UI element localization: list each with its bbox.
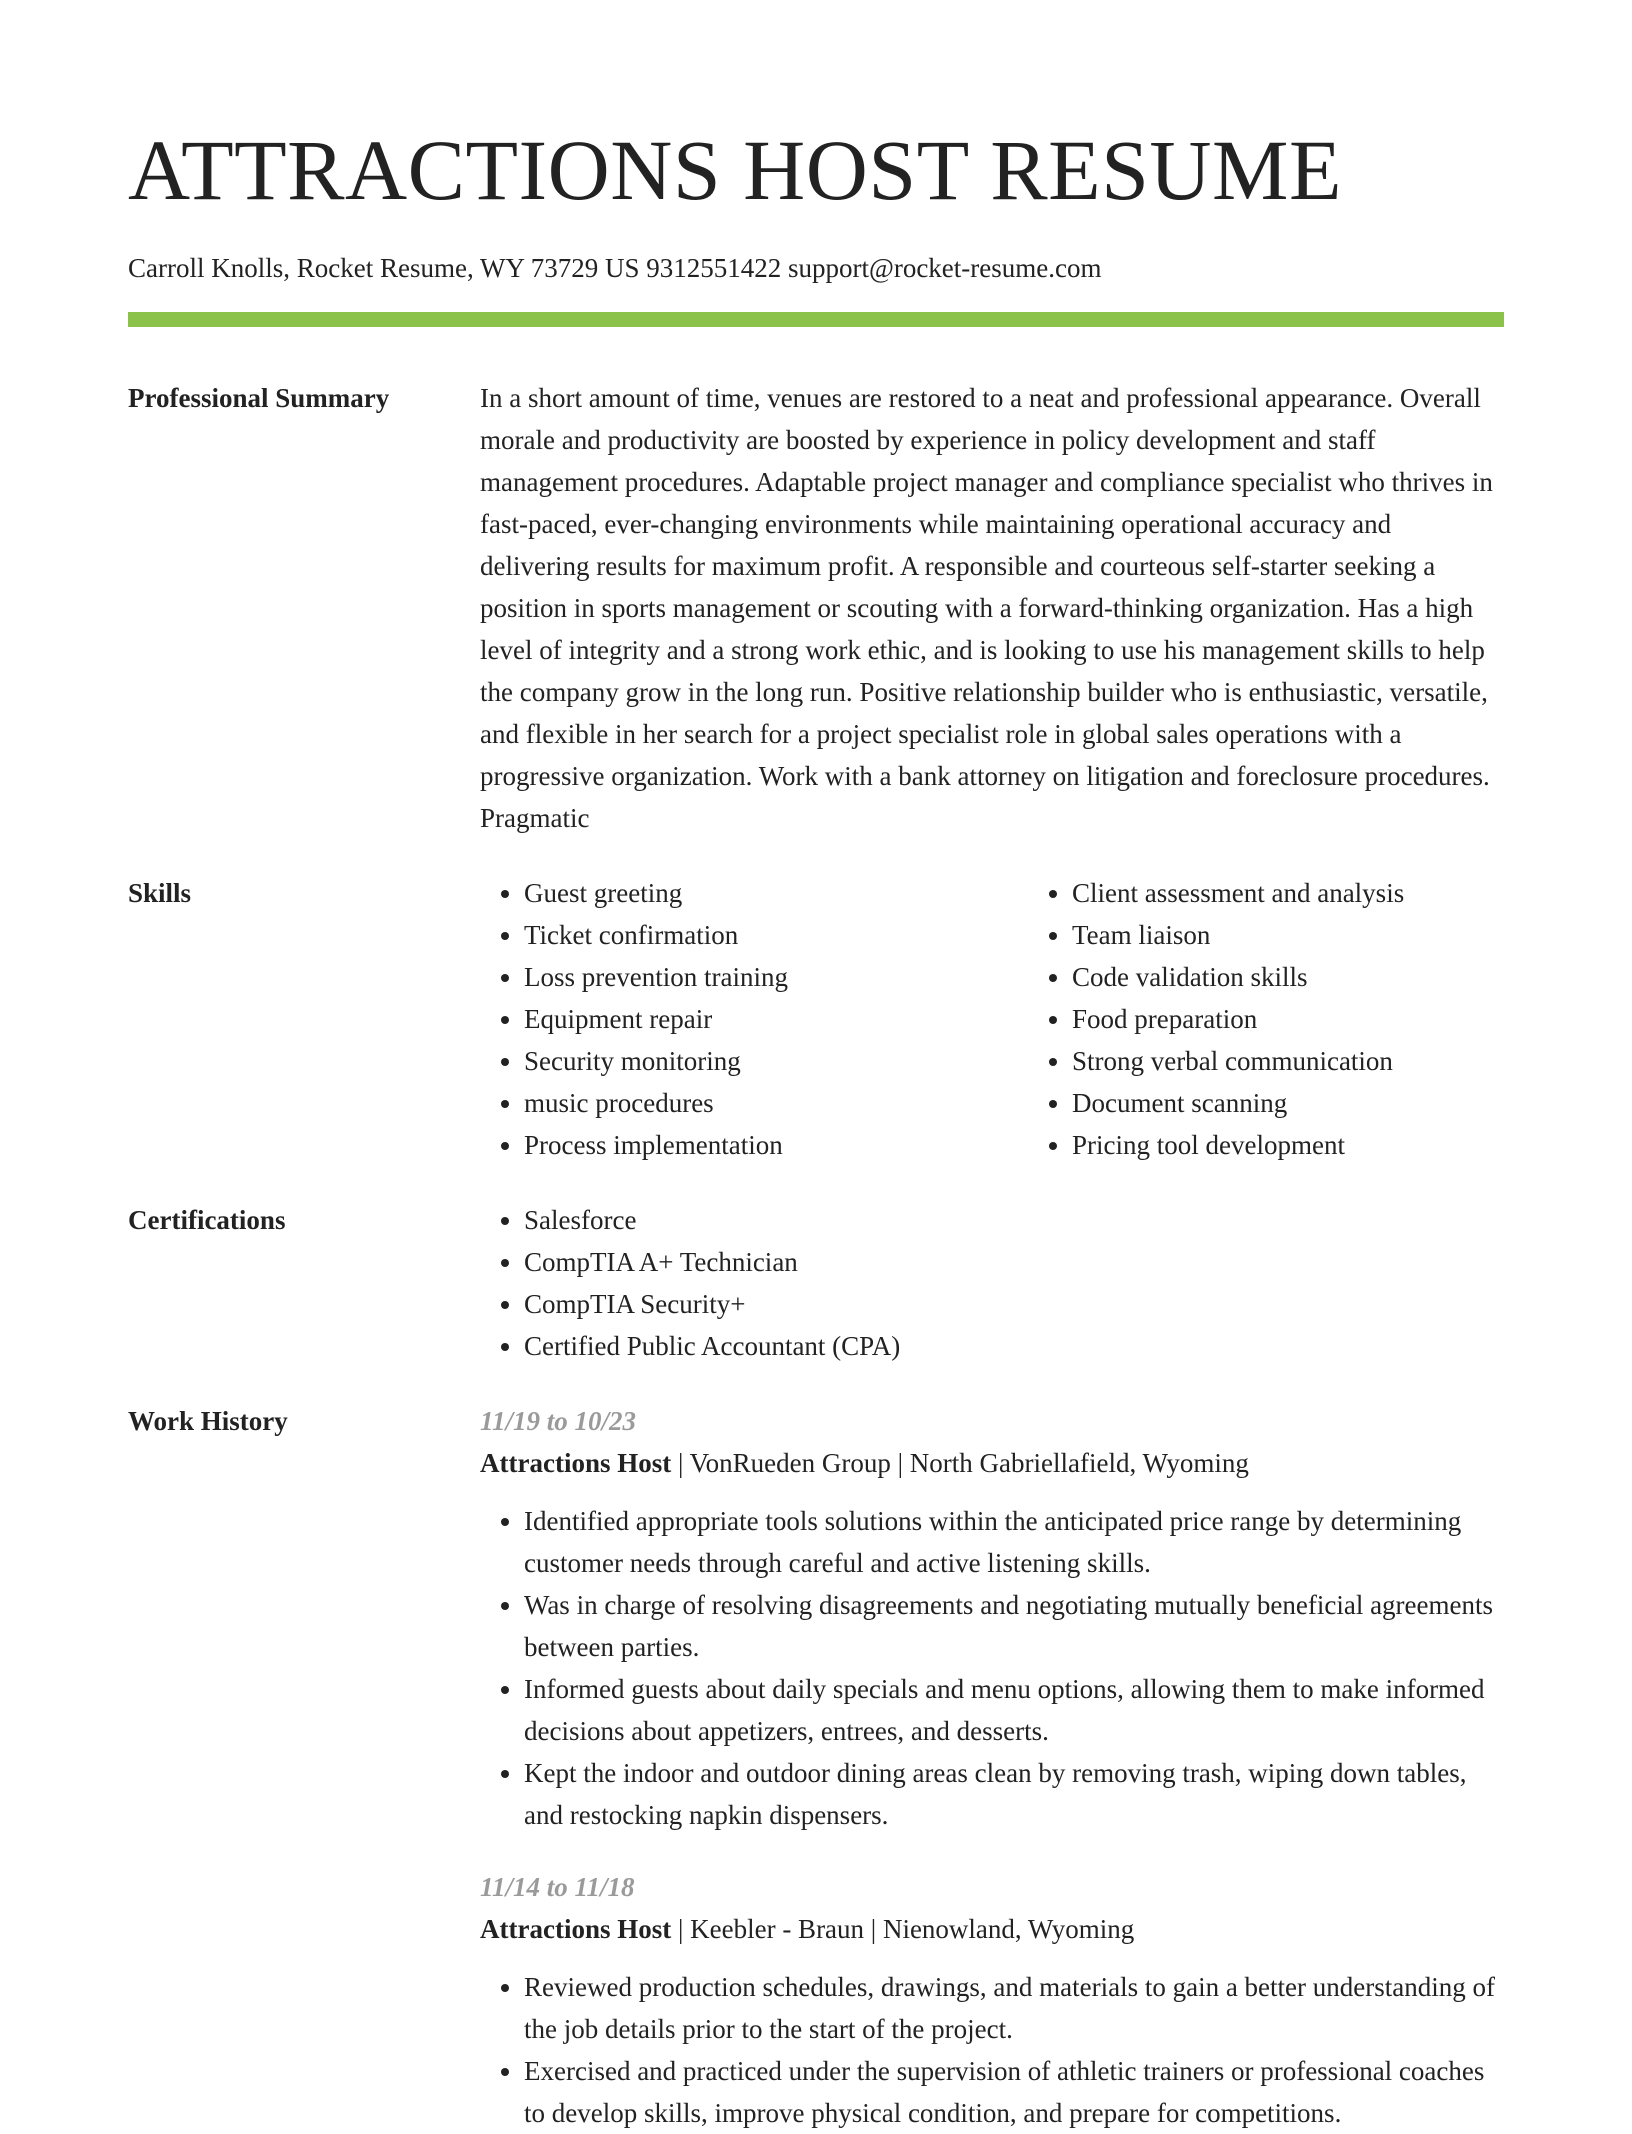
job-bullets [480,1500,1504,1836]
skill-item: • Document scanning [1072,1082,1532,1124]
work-history-label: Work History [128,1406,288,1436]
skill-item: • music procedures [524,1082,984,1124]
work-history-section [128,1400,1504,2134]
job-bullet: • Kept the indoor and outdoor dining areas clean by removing trash, wiping down tables, and restocking napkin dispensers. [524,1752,1504,1836]
skills-list-left [480,872,984,1166]
certification-item: • CompTIA Security+ [524,1283,1504,1325]
work-history-body [480,1400,1504,2134]
certifications-label: Certifications [128,1205,286,1235]
skill-item: • Ticket confirmation [524,914,984,956]
job-title: Attractions Host [480,1914,672,1944]
certifications-section [128,1199,1504,1367]
skill-item: • Team liaison [1072,914,1532,956]
skills-section [128,872,1504,1166]
certification-item: • Salesforce [524,1199,1504,1241]
job-dates: 11/14 to 11/18 [480,1872,635,1902]
job-employer-location: | Keebler - Braun | Nienowland, Wyoming [671,1914,1135,1944]
contact-line: Carroll Knolls, Rocket Resume, WY 73729 US 9312551422 support@rocket-resume.com [128,253,1102,283]
skill-item: • Process implementation [524,1124,984,1166]
job-dates: 11/19 to 10/23 [480,1406,637,1436]
skills-label: Skills [128,878,192,908]
accent-divider [128,312,1504,327]
job-bullet: • Informed guests about daily specials and menu options, allowing them to make informed decisions about appetizers, entrees, and desserts. [524,1668,1504,1752]
skill-item: • Code validation skills [1072,956,1532,998]
summary-text: In a short amount of time, venues are restored to a neat and professional appearance. Overall morale and productivity are boosted by experience in policy development and staff management procedures. Adaptable project manager and compliance specialist who thrives in fast-paced, ever-changing environments while maintaining operational accuracy and delivering results for maximum profit. A responsible and courteous self-starter seeking a position in sports management or scouting with a forward-thinking organization. Has a high level of integrity and a strong work ethic, and is looking to use his management skills to help the company grow in the long run. Positive relationship builder who is enthusiastic, versatile, and flexible in her search for a project specialist role in global sales operations with a progressive organization. Work with a bank attorney on litigation and foreclosure procedures. Pragmatic [480,383,1493,833]
certification-item: • Certified Public Accountant (CPA) [524,1325,1504,1367]
skill-item: • Food preparation [1072,998,1532,1040]
certifications-list [480,1199,1504,1367]
skills-list-right [1028,872,1532,1166]
job-bullet: • Reviewed production schedules, drawings, and materials to gain a better understanding of the job details prior to the start of the project. [524,1966,1504,2050]
job-heading [480,1908,1504,1950]
job-employer-location: | VonRueden Group | North Gabriellafield, Wyoming [671,1448,1249,1478]
skill-item: • Security monitoring [524,1040,984,1082]
skill-item: • Loss prevention training [524,956,984,998]
certification-item: • CompTIA A+ Technician [524,1241,1504,1283]
certifications-body [480,1199,1504,1367]
skill-item: • Client assessment and analysis [1072,872,1532,914]
summary-section [128,377,1504,839]
resume-page [128,0,1504,2134]
resume-title: ATTRACTIONS HOST RESUME [128,122,1343,218]
job-entry [480,1866,1504,2134]
skill-item: • Equipment repair [524,998,984,1040]
job-title: Attractions Host [480,1448,672,1478]
skills-columns [480,872,1532,1166]
skill-item: • Guest greeting [524,872,984,914]
summary-label: Professional Summary [128,383,390,413]
skill-item: • Strong verbal communication [1072,1040,1532,1082]
job-heading [480,1442,1504,1484]
job-bullet: • Exercised and practiced under the supervision of athletic trainers or professional coaches to develop skills, improve physical condition, and prepare for competitions. [524,2050,1504,2134]
job-bullet: • Identified appropriate tools solutions within the anticipated price range by determining customer needs through careful and active listening skills. [524,1500,1504,1584]
job-entry [480,1400,1504,1836]
job-bullets [480,1966,1504,2134]
skill-item: • Pricing tool development [1072,1124,1532,1166]
job-bullet: • Was in charge of resolving disagreements and negotiating mutually beneficial agreements between parties. [524,1584,1504,1668]
